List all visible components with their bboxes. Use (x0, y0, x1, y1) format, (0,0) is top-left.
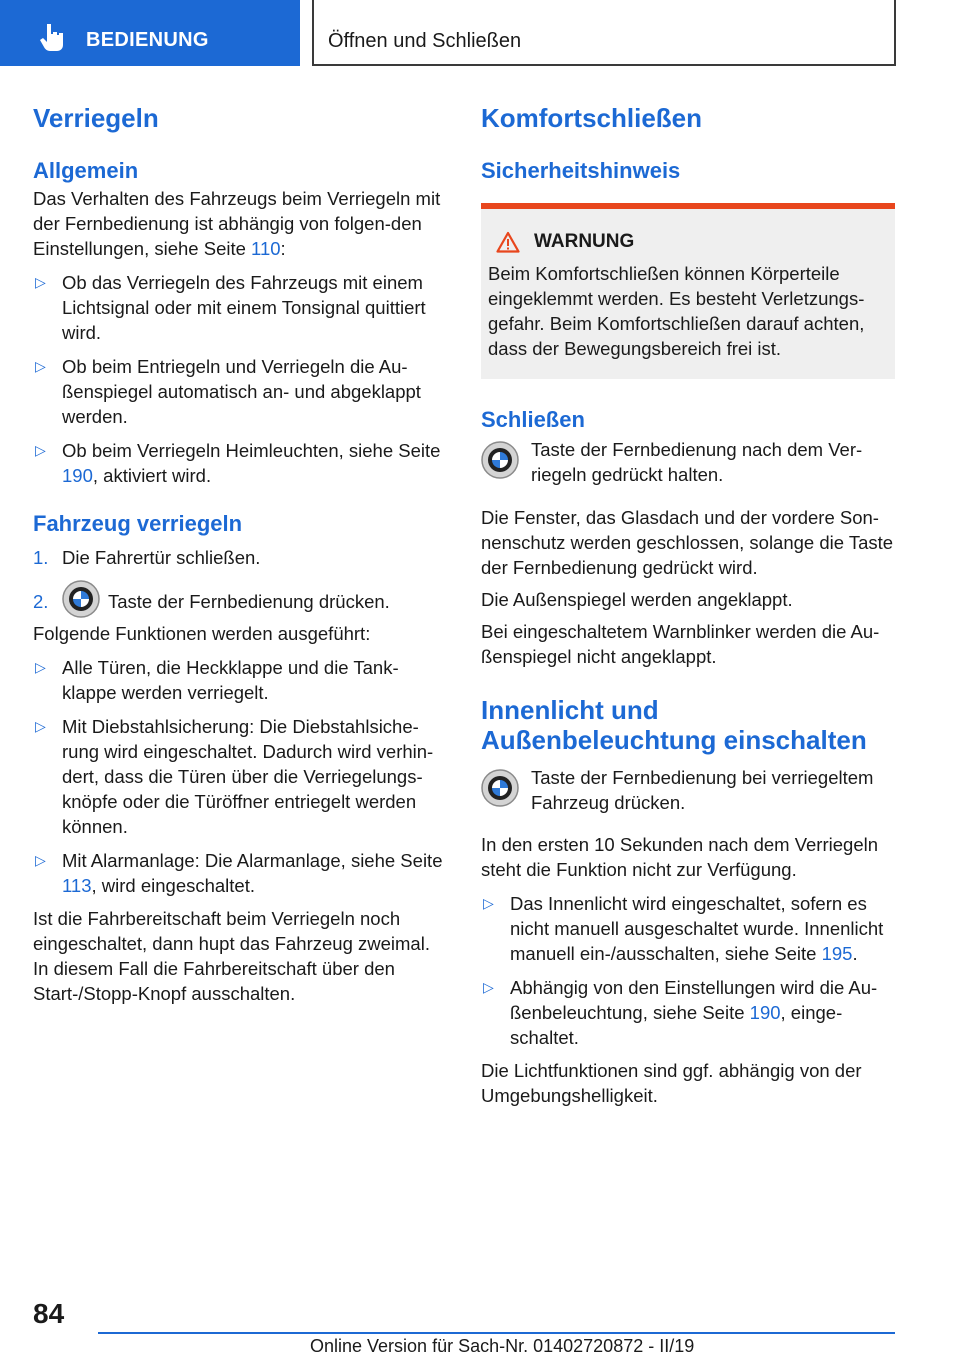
fahrbereitschaft-text: Ist die Fahrbereitschaft beim Verriegeln noch eingeschaltet, dann hupt das Fahrzeug zweimal. In diesem Fall die Fahrbereitschaft über den Start-/Stopp-Knopf ausschalten. (33, 908, 430, 1004)
page-link-190[interactable]: 190 (62, 465, 93, 486)
list-item: ▷ Abhängig von den Einstellungen wird die Au‐ßenbeleuchtung, siehe Seite 190, einge‐schaltet. (483, 977, 878, 1048)
innenlicht-p1: In den ersten 10 Sekunden nach dem Verriegeln steht die Funktion nicht zur Verfügung. (481, 834, 879, 880)
warning-text: Beim Komfortschließen können Körperteile eingeklemmt werden. Es besteht Verletzungs‐gefahr. Beim Komfortschließen darauf achten, dass der Bewegungsbereich frei ist. (488, 263, 865, 359)
triangle-bullet-icon: ▷ (35, 274, 46, 290)
lichtfunktionen-text: Die Lichtfunktionen sind ggf. abhängig von der Umgebungshelligkeit. (481, 1060, 862, 1106)
warning-title: WARNUNG (534, 231, 635, 252)
triangle-bullet-icon: ▷ (35, 659, 46, 675)
heading-komfortschliessen: Komfortschließen (481, 103, 703, 133)
list-item: ▷ Alle Türen, die Heckklappe und die Tank‐klappe werden verriegelt. (35, 657, 399, 703)
heading-schliessen: Schließen (481, 407, 585, 432)
chapter-title: Öffnen und Schließen (328, 30, 522, 52)
schliessen-p1: Die Fenster, das Glasdach und der vordere Son‐nenschutz werden geschlossen, solange die Taste der Fernbedienung gedrückt wird. (481, 507, 894, 578)
triangle-bullet-icon: ▷ (483, 979, 494, 995)
footer-divider (98, 1332, 895, 1334)
list-item: ▷ Ob beim Verriegeln Heimleuchten, siehe Seite 190, aktiviert wird. (35, 440, 441, 486)
page-link-110[interactable]: 110 (251, 238, 281, 259)
section-tab (0, 0, 300, 66)
innenlicht-list (481, 891, 895, 1050)
allgemein-intro: Das Verhalten des Fahrzeugs beim Verriegeln mit der Fernbedienung ist abhängig von folgen‐den Einstellungen, siehe Seite 110: (33, 188, 441, 259)
innenlicht-icon-text: Taste der Fernbedienung bei verriegeltem Fahrzeug drücken. (531, 767, 874, 813)
heading-verriegeln: Verriegeln (33, 103, 159, 133)
schliessen-icon-text: Taste der Fernbedienung nach dem Ver‐riegeln gedrückt halten. (531, 439, 863, 485)
triangle-bullet-icon: ▷ (35, 852, 46, 868)
warning-triangle-icon (496, 231, 520, 253)
innenlicht-icon-row (481, 765, 895, 815)
warning-box (481, 203, 895, 379)
section-label: BEDIENUNG (86, 29, 209, 51)
list-item: ▷ Mit Diebstahlsicherung: Die Diebstahlsiche‐rung wird eingeschaltet. Dadurch wird verhin‐dert, dass die Türen über die Verriegelungs‐knöpfe oder die Türöffner entriegelt werden können. (35, 716, 434, 837)
list-item: ▷ Mit Alarmanlage: Die Alarmanlage, siehe Seite 113, wird eingeschaltet. (35, 850, 443, 896)
funktionen-intro: Folgende Funktionen werden ausgeführt: (33, 623, 371, 644)
list-item: ▷ Das Innenlicht wird eingeschaltet, sofern es nicht manuell ausgeschaltet wurde. Innenlicht manuell ein-/ausschalten, siehe Seite 195. (483, 893, 884, 964)
right-column (481, 100, 895, 1108)
heading-sicherheitshinweis: Sicherheitshinweis (481, 158, 681, 183)
triangle-bullet-icon: ▷ (35, 358, 46, 374)
bmw-lock-key-icon (481, 441, 519, 479)
step-item: 1. Die Fahrertür schließen. (33, 547, 261, 568)
triangle-bullet-icon: ▷ (35, 442, 46, 458)
steps-list (33, 545, 445, 620)
left-column (33, 100, 445, 1006)
chapter-tab (312, 0, 896, 66)
list-item: ▷ Ob beim Entriegeln und Verriegeln die Au‐ßenspiegel automatisch an- und abgeklappt werden. (35, 356, 421, 427)
online-version-note: Online Version für Sach-Nr. 01402720872 - II/19 (310, 1336, 695, 1356)
step-item: 2. Taste der Fernbedienung drücken. (33, 584, 445, 620)
page-link-190[interactable]: 190 (749, 1002, 781, 1023)
page-link-113[interactable]: 113 (62, 875, 92, 896)
bmw-lock-key-icon (481, 769, 519, 807)
schliessen-p2: Die Außenspiegel werden angeklappt. (481, 589, 793, 610)
page-link-195[interactable]: 195 (821, 943, 853, 964)
triangle-bullet-icon: ▷ (483, 895, 494, 911)
heading-fahrzeug-verriegeln: Fahrzeug verriegeln (33, 511, 243, 536)
list-item: ▷ Ob das Verriegeln des Fahrzeugs mit einem Lichtsignal oder mit einem Tonsignal quittiert wird. (35, 272, 426, 343)
funktionen-list (33, 655, 445, 898)
schliessen-icon-row (481, 437, 895, 487)
warning-header (488, 231, 887, 253)
page-header (0, 0, 960, 66)
bmw-lock-key-icon (62, 580, 100, 618)
triangle-bullet-icon: ▷ (35, 718, 46, 734)
allgemein-list (33, 270, 445, 488)
heading-innenlicht: Innenlicht und Außenbeleuchtung einschalten (481, 695, 867, 755)
heading-allgemein: Allgemein (33, 158, 139, 183)
schliessen-p3: Bei eingeschaltetem Warnblinker werden die Au‐ßenspiegel nicht angeklappt. (481, 621, 880, 667)
page-number: 84 (33, 1298, 65, 1329)
pointing-hand-icon (38, 22, 70, 52)
